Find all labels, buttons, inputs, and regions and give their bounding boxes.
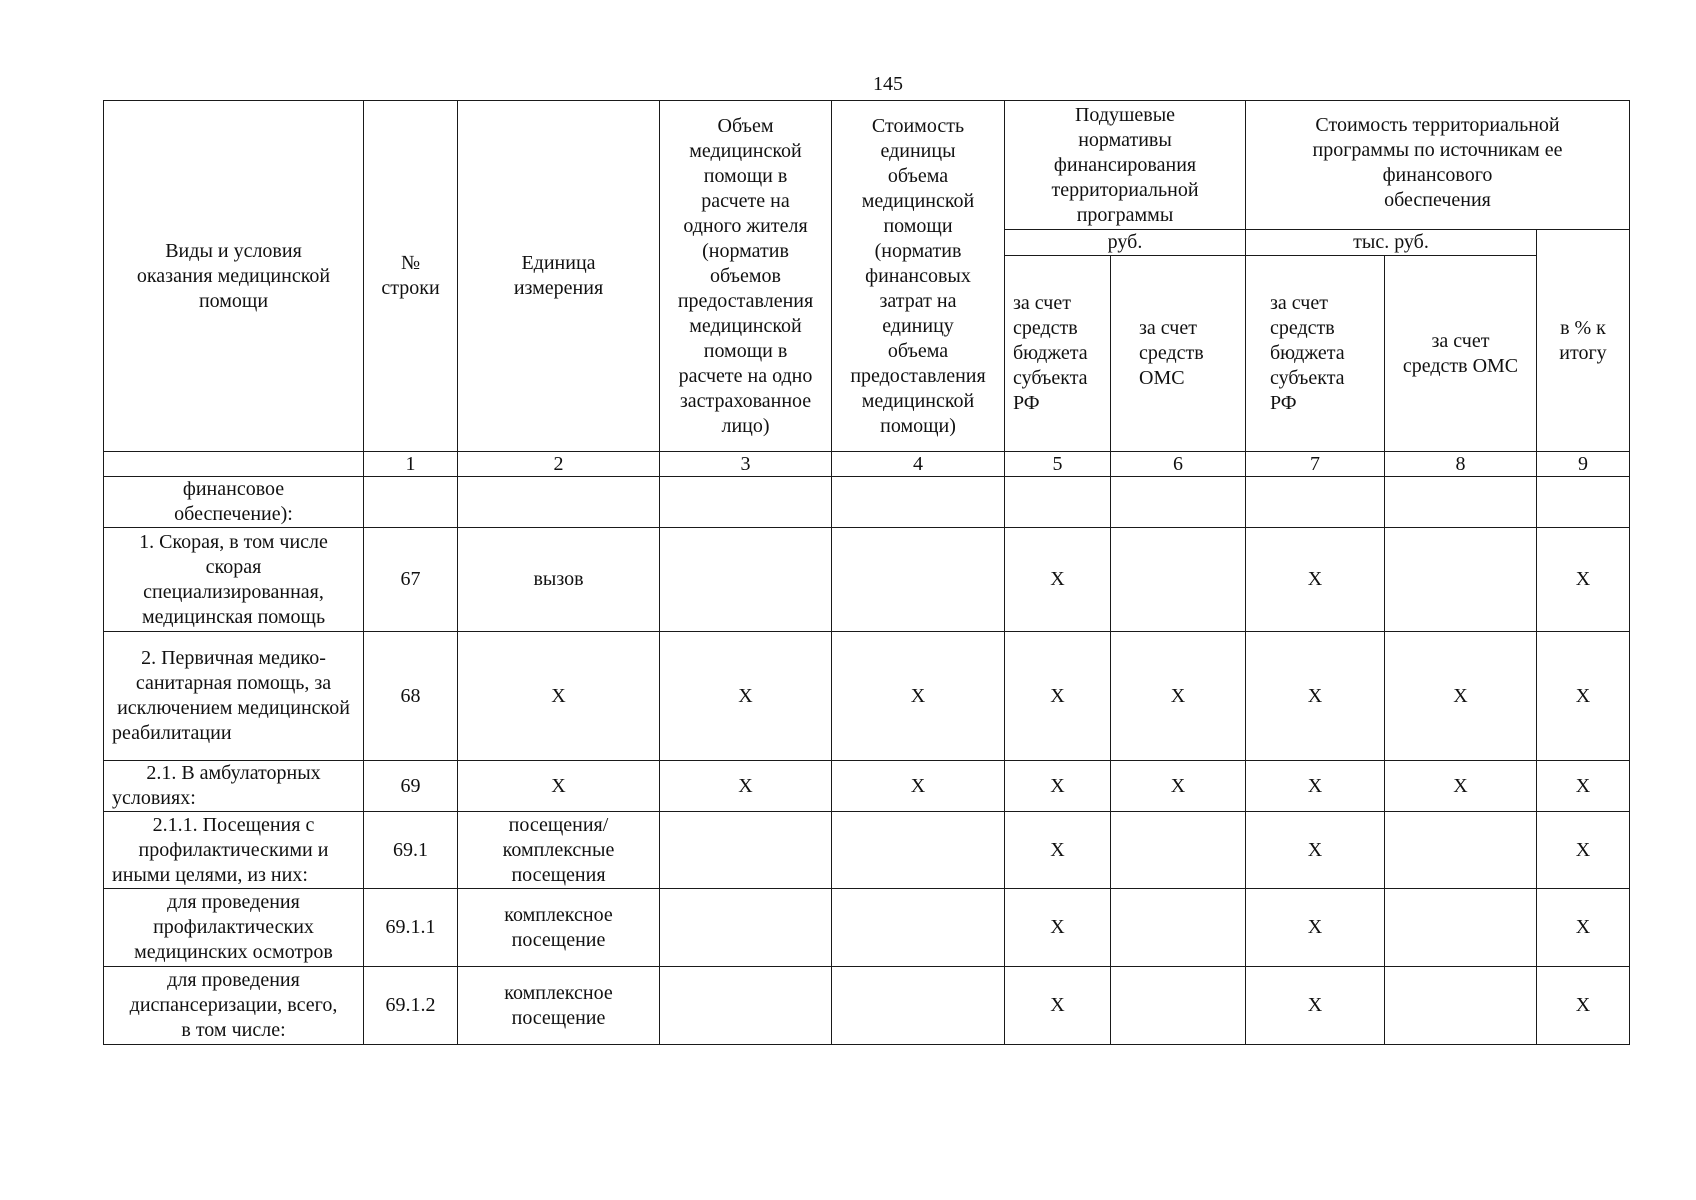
column-number-row (104, 452, 1630, 477)
cell-oms-rub: X (1111, 632, 1246, 761)
cell-budget-rub: X (1005, 889, 1111, 967)
row-unit: комплексное посещение (458, 889, 660, 967)
cell-volume (660, 477, 832, 528)
cell-oms-thousand (1385, 477, 1537, 528)
page-number: 145 (873, 73, 903, 95)
cell-volume: X (660, 632, 832, 761)
cell-budget-thousand (1246, 477, 1385, 528)
row-name: 1. Скорая, в том числе скорая специализированная, медицинская помощь (104, 528, 364, 632)
cell-budget-thousand: X (1246, 632, 1385, 761)
header-unit: Единица измерения (458, 101, 660, 452)
row-name: для проведения диспансеризации, всего, в том числе: (104, 967, 364, 1045)
cell-oms-thousand (1385, 889, 1537, 967)
header-volume: Объем медицинской помощи в расчете на одного жителя (норматив объемов предоставления медицинской помощи в расчете на одно застрахованное лицо) (660, 101, 832, 452)
header-budget-thousand: за счет средств бюджета субъекта РФ (1246, 256, 1385, 452)
row-name: для проведения профилактических медицинских осмотров (104, 889, 364, 967)
row-name: 2.1.1. Посещения с профилактическими и иными целями, из них: (104, 812, 364, 889)
cell-oms-rub (1111, 812, 1246, 889)
header-budget-rub: за счет средств бюджета субъекта РФ (1005, 256, 1111, 452)
cell-budget-rub: X (1005, 967, 1111, 1045)
header-thousand-rub: тыс. руб. (1246, 230, 1537, 256)
column-number (104, 452, 364, 477)
column-number: 8 (1385, 452, 1537, 477)
cell-budget-rub: X (1005, 528, 1111, 632)
table-row (104, 761, 1630, 812)
cell-volume (660, 528, 832, 632)
cell-volume (660, 889, 832, 967)
table-row (104, 967, 1630, 1045)
row-unit: X (458, 761, 660, 812)
column-number: 3 (660, 452, 832, 477)
table-row (104, 528, 1630, 632)
cell-percent: X (1537, 967, 1630, 1045)
row-number: 69.1 (364, 812, 458, 889)
cell-unit-cost (832, 967, 1005, 1045)
cell-percent: X (1537, 761, 1630, 812)
cell-oms-rub (1111, 889, 1246, 967)
header-rub: руб. (1005, 230, 1246, 256)
cell-percent (1537, 477, 1630, 528)
column-number: 5 (1005, 452, 1111, 477)
header-oms-thousand: за счет средств ОМС (1385, 256, 1537, 452)
cell-oms-thousand (1385, 528, 1537, 632)
row-name: финансовое обеспечение): (104, 477, 364, 528)
cell-budget-thousand: X (1246, 528, 1385, 632)
column-number: 2 (458, 452, 660, 477)
header-program-cost: Стоимость территориальной программы по источникам ее финансового обеспечения (1246, 101, 1630, 230)
header-row-number: № строки (364, 101, 458, 452)
cell-oms-rub (1111, 477, 1246, 528)
row-unit: вызов (458, 528, 660, 632)
cell-oms-thousand: X (1385, 632, 1537, 761)
column-number: 6 (1111, 452, 1246, 477)
row-number: 68 (364, 632, 458, 761)
table-row (104, 889, 1630, 967)
table-row (104, 812, 1630, 889)
column-number: 1 (364, 452, 458, 477)
cell-oms-thousand (1385, 967, 1537, 1045)
row-number: 67 (364, 528, 458, 632)
cell-budget-thousand: X (1246, 967, 1385, 1045)
cell-budget-rub: X (1005, 632, 1111, 761)
row-unit: комплексное посещение (458, 967, 660, 1045)
cell-unit-cost: X (832, 761, 1005, 812)
cell-oms-thousand (1385, 812, 1537, 889)
cell-budget-thousand: X (1246, 761, 1385, 812)
row-number: 69.1.1 (364, 889, 458, 967)
row-number (364, 477, 458, 528)
row-number: 69.1.2 (364, 967, 458, 1045)
cell-oms-rub (1111, 967, 1246, 1045)
cell-percent: X (1537, 889, 1630, 967)
table-row (104, 632, 1630, 761)
row-name: 2.1. В амбулаторных условиях: (104, 761, 364, 812)
cell-percent: X (1537, 528, 1630, 632)
cell-budget-rub: X (1005, 812, 1111, 889)
cell-unit-cost (832, 889, 1005, 967)
cell-unit-cost (832, 477, 1005, 528)
cell-oms-thousand: X (1385, 761, 1537, 812)
cell-unit-cost (832, 528, 1005, 632)
row-number: 69 (364, 761, 458, 812)
column-number: 7 (1246, 452, 1385, 477)
row-unit: X (458, 632, 660, 761)
header-row-top (104, 101, 1630, 230)
header-oms-rub: за счет средств ОМС (1111, 256, 1246, 452)
cell-oms-rub: X (1111, 761, 1246, 812)
column-number: 9 (1537, 452, 1630, 477)
cell-budget-thousand: X (1246, 889, 1385, 967)
cell-budget-thousand: X (1246, 812, 1385, 889)
cell-unit-cost: X (832, 632, 1005, 761)
row-unit (458, 477, 660, 528)
table-row (104, 477, 1630, 528)
cell-volume (660, 812, 832, 889)
cell-volume (660, 967, 832, 1045)
header-kind: Виды и условия оказания медицинской помощи (104, 101, 364, 452)
header-percent: в % к итогу (1537, 230, 1630, 452)
cell-oms-rub (1111, 528, 1246, 632)
cell-percent: X (1537, 632, 1630, 761)
cell-unit-cost (832, 812, 1005, 889)
header-per-capita: Подушевые нормативы финансирования территориальной программы (1005, 101, 1246, 230)
cell-budget-rub: X (1005, 761, 1111, 812)
row-unit: посещения/ комплексные посещения (458, 812, 660, 889)
row-name: 2. Первичная медико-санитарная помощь, за исключением медицинской реабилитации (104, 632, 364, 761)
cell-volume: X (660, 761, 832, 812)
header-unit-cost: Стоимость единицы объема медицинской помощи (норматив финансовых затрат на единицу объема предоставления медицинской помощи) (832, 101, 1005, 452)
cell-percent: X (1537, 812, 1630, 889)
financing-table (103, 100, 1630, 1045)
cell-budget-rub (1005, 477, 1111, 528)
column-number: 4 (832, 452, 1005, 477)
